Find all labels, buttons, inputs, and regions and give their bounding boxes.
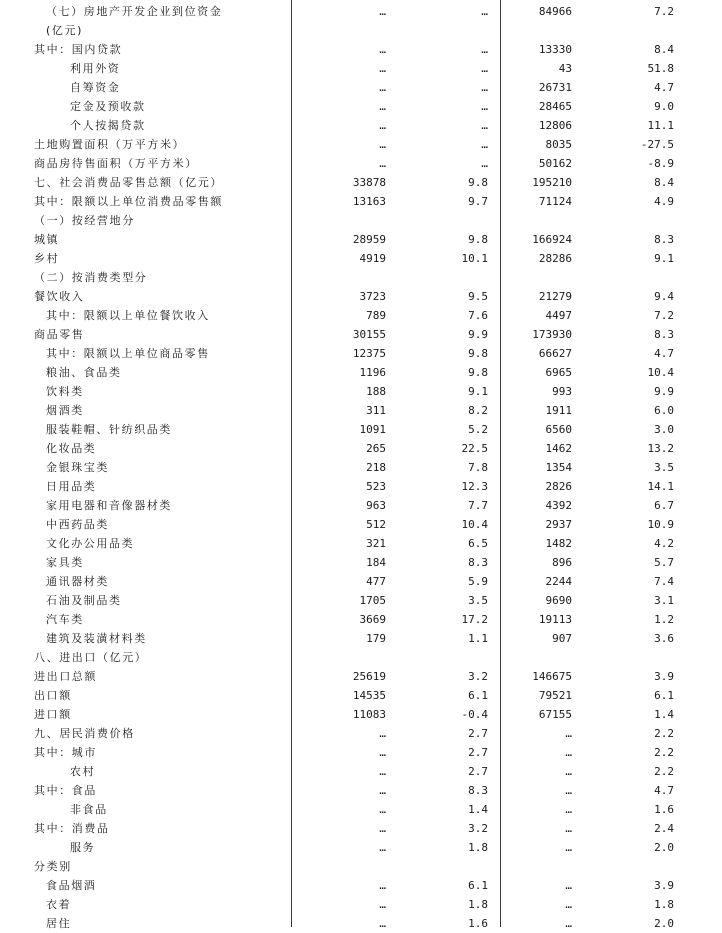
cell-c4: 7.2	[654, 5, 674, 18]
cell-c3: 13330	[538, 43, 572, 56]
row-label: （一）按经营地分	[34, 214, 135, 227]
table-row	[0, 2, 722, 21]
cell-c4: -27.5	[640, 138, 674, 151]
cell-c2: -0.4	[461, 708, 488, 721]
cell-c3: 1482	[545, 537, 572, 550]
table-row	[0, 439, 722, 458]
cell-c4: 4.7	[654, 784, 674, 797]
cell-c4: 3.6	[654, 632, 674, 645]
cell-c4: 1.4	[654, 708, 674, 721]
row-label: 乡村	[34, 252, 60, 265]
cell-c4: 2.2	[654, 746, 674, 759]
row-label: 汽车类	[46, 613, 84, 626]
cell-c2: 5.9	[468, 575, 488, 588]
cell-c4: 14.1	[647, 480, 674, 493]
cell-c2: …	[481, 119, 488, 132]
row-label: 城镇	[34, 233, 60, 246]
cell-c4: 10.4	[647, 366, 674, 379]
cell-c1: …	[379, 746, 386, 759]
cell-c2: …	[481, 62, 488, 75]
row-label: 服务	[70, 841, 96, 854]
cell-c2: 2.7	[468, 727, 488, 740]
table-row	[0, 211, 722, 230]
row-label: 中西药品类	[46, 518, 109, 531]
cell-c4: 4.2	[654, 537, 674, 550]
cell-c1: 218	[366, 461, 386, 474]
cell-c4: 3.1	[654, 594, 674, 607]
table-row	[0, 496, 722, 515]
cell-c3: 195210	[532, 176, 572, 189]
row-label: 金银珠宝类	[46, 461, 109, 474]
row-label: 进出口总额	[34, 670, 97, 683]
cell-c1: 321	[366, 537, 386, 550]
row-label: 餐饮收入	[34, 290, 85, 303]
cell-c2: 2.7	[468, 765, 488, 778]
cell-c3: 896	[552, 556, 572, 569]
cell-c3: 28465	[538, 100, 572, 113]
row-label: 其中：食品	[34, 784, 97, 797]
cell-c2: 6.1	[468, 879, 488, 892]
row-label: 烟酒类	[46, 404, 84, 417]
table-row	[0, 21, 722, 40]
cell-c4: 6.1	[654, 689, 674, 702]
cell-c3: 993	[552, 385, 572, 398]
cell-c2: 6.5	[468, 537, 488, 550]
cell-c2: 8.3	[468, 556, 488, 569]
cell-c1: 789	[366, 309, 386, 322]
row-label: 土地购置面积（万平方米）	[34, 138, 186, 151]
row-label: 化妆品类	[46, 442, 97, 455]
cell-c4: 8.3	[654, 328, 674, 341]
table-row	[0, 857, 722, 876]
cell-c2: 1.8	[468, 898, 488, 911]
table-row	[0, 838, 722, 857]
cell-c3: 166924	[532, 233, 572, 246]
cell-c2: 7.8	[468, 461, 488, 474]
cell-c2: …	[481, 138, 488, 151]
table-row	[0, 667, 722, 686]
cell-c3: …	[565, 879, 572, 892]
cell-c2: 3.2	[468, 670, 488, 683]
cell-c3: 8035	[545, 138, 572, 151]
cell-c4: 2.0	[654, 917, 674, 930]
cell-c2: 8.2	[468, 404, 488, 417]
cell-c2: …	[481, 81, 488, 94]
table-row	[0, 116, 722, 135]
row-label: 食品烟酒	[46, 879, 97, 892]
cell-c1: 179	[366, 632, 386, 645]
cell-c1: 28959	[352, 233, 386, 246]
cell-c2: 2.7	[468, 746, 488, 759]
row-label: 日用品类	[46, 480, 97, 493]
row-label: 其中：限额以上单位商品零售	[46, 347, 210, 360]
row-label: 饮料类	[46, 385, 84, 398]
table-row	[0, 135, 722, 154]
cell-c2: 9.1	[468, 385, 488, 398]
row-label: （七）房地产开发企业到位资金	[46, 5, 223, 18]
cell-c2: 10.1	[461, 252, 488, 265]
cell-c4: 2.0	[654, 841, 674, 854]
cell-c1: 13163	[352, 195, 386, 208]
cell-c1: 512	[366, 518, 386, 531]
cell-c1: 311	[366, 404, 386, 417]
table-row	[0, 724, 722, 743]
cell-c3: 50162	[538, 157, 572, 170]
cell-c2: 8.3	[468, 784, 488, 797]
cell-c4: 13.2	[647, 442, 674, 455]
cell-c3: 12806	[538, 119, 572, 132]
cell-c4: 9.9	[654, 385, 674, 398]
table-row	[0, 800, 722, 819]
row-label: 石油及制品类	[46, 594, 122, 607]
table-row	[0, 477, 722, 496]
table-row	[0, 173, 722, 192]
cell-c1: 1705	[359, 594, 386, 607]
cell-c2: 10.4	[461, 518, 488, 531]
cell-c2: 9.5	[468, 290, 488, 303]
cell-c3: 4392	[545, 499, 572, 512]
row-label: 其中：消费品	[34, 822, 110, 835]
cell-c1: 33878	[352, 176, 386, 189]
cell-c4: 4.7	[654, 81, 674, 94]
cell-c4: 10.9	[647, 518, 674, 531]
cell-c4: 5.7	[654, 556, 674, 569]
row-label: 九、居民消费价格	[34, 727, 135, 740]
table-row	[0, 876, 722, 895]
cell-c4: 1.2	[654, 613, 674, 626]
table-row	[0, 895, 722, 914]
cell-c1: 3669	[359, 613, 386, 626]
row-label: 进口额	[34, 708, 72, 721]
table-row	[0, 325, 722, 344]
table-row	[0, 686, 722, 705]
cell-c1: 523	[366, 480, 386, 493]
cell-c4: 51.8	[647, 62, 674, 75]
table-row	[0, 363, 722, 382]
table-row	[0, 97, 722, 116]
cell-c4: 9.4	[654, 290, 674, 303]
cell-c1: 1091	[359, 423, 386, 436]
row-label: 农村	[70, 765, 96, 778]
cell-c1: …	[379, 917, 386, 930]
cell-c4: 7.2	[654, 309, 674, 322]
cell-c2: 17.2	[461, 613, 488, 626]
cell-c1: …	[379, 765, 386, 778]
cell-c1: 11083	[352, 708, 386, 721]
row-label: 利用外资	[70, 62, 121, 75]
cell-c3: 1462	[545, 442, 572, 455]
cell-c3: 71124	[538, 195, 572, 208]
cell-c3: …	[565, 784, 572, 797]
cell-c4: 1.8	[654, 898, 674, 911]
table-row	[0, 154, 722, 173]
cell-c1: …	[379, 879, 386, 892]
row-label: 个人按揭贷款	[70, 119, 146, 132]
table-row	[0, 610, 722, 629]
cell-c1: …	[379, 43, 386, 56]
cell-c1: …	[379, 898, 386, 911]
cell-c1: 184	[366, 556, 386, 569]
row-label: 分类别	[34, 860, 72, 873]
table-row	[0, 344, 722, 363]
cell-c1: 477	[366, 575, 386, 588]
cell-c2: 3.5	[468, 594, 488, 607]
table-row	[0, 59, 722, 78]
row-label: 七、社会消费品零售总额（亿元）	[34, 176, 223, 189]
table-row	[0, 553, 722, 572]
row-label: 家用电器和音像器材类	[46, 499, 172, 512]
row-label: 其中：限额以上单位消费品零售额	[34, 195, 223, 208]
table-row	[0, 458, 722, 477]
table-row	[0, 762, 722, 781]
row-label: 通讯器材类	[46, 575, 109, 588]
cell-c2: 9.8	[468, 366, 488, 379]
cell-c2: 9.8	[468, 233, 488, 246]
table-row	[0, 249, 722, 268]
cell-c3: 21279	[538, 290, 572, 303]
row-label: 其中：城市	[34, 746, 97, 759]
cell-c4: 6.0	[654, 404, 674, 417]
table-row	[0, 629, 722, 648]
cell-c4: -8.9	[647, 157, 674, 170]
cell-c3: 2937	[545, 518, 572, 531]
cell-c1: …	[379, 784, 386, 797]
cell-c1: …	[379, 81, 386, 94]
cell-c3: 66627	[538, 347, 572, 360]
cell-c1: 30155	[352, 328, 386, 341]
cell-c4: 7.4	[654, 575, 674, 588]
row-label: 居住	[46, 917, 72, 930]
cell-c4: 3.0	[654, 423, 674, 436]
cell-c2: …	[481, 43, 488, 56]
row-label: 衣着	[46, 898, 72, 911]
cell-c3: 28286	[538, 252, 572, 265]
cell-c1: …	[379, 138, 386, 151]
cell-c2: 5.2	[468, 423, 488, 436]
cell-c1: 14535	[352, 689, 386, 702]
cell-c3: …	[565, 841, 572, 854]
cell-c1: 188	[366, 385, 386, 398]
cell-c4: 2.2	[654, 727, 674, 740]
table-row	[0, 572, 722, 591]
cell-c1: 1196	[359, 366, 386, 379]
cell-c2: 7.6	[468, 309, 488, 322]
table-row	[0, 306, 722, 325]
cell-c2: 9.7	[468, 195, 488, 208]
cell-c4: 9.0	[654, 100, 674, 113]
table-row	[0, 78, 722, 97]
table-row	[0, 914, 722, 933]
cell-c1: …	[379, 841, 386, 854]
cell-c3: 84966	[538, 5, 572, 18]
cell-c1: 25619	[352, 670, 386, 683]
cell-c4: 4.7	[654, 347, 674, 360]
cell-c3: 43	[558, 62, 572, 75]
table-row	[0, 287, 722, 306]
cell-c4: 3.5	[654, 461, 674, 474]
cell-c3: 1911	[545, 404, 572, 417]
cell-c4: 9.1	[654, 252, 674, 265]
table-row	[0, 192, 722, 211]
cell-c2: 1.8	[468, 841, 488, 854]
cell-c1: …	[379, 5, 386, 18]
cell-c3: 2244	[545, 575, 572, 588]
row-label: 建筑及装潢材料类	[46, 632, 147, 645]
table-row	[0, 705, 722, 724]
row-label: 服装鞋帽、针纺织品类	[46, 423, 172, 436]
cell-c2: 22.5	[461, 442, 488, 455]
table-row	[0, 230, 722, 249]
cell-c2: …	[481, 157, 488, 170]
cell-c4: 11.1	[647, 119, 674, 132]
cell-c4: 1.6	[654, 803, 674, 816]
row-label: 非食品	[70, 803, 108, 816]
cell-c2: 6.1	[468, 689, 488, 702]
cell-c4: 8.4	[654, 176, 674, 189]
cell-c1: …	[379, 62, 386, 75]
cell-c4: 2.4	[654, 822, 674, 835]
table-row	[0, 40, 722, 59]
cell-c1: …	[379, 822, 386, 835]
cell-c3: 67155	[538, 708, 572, 721]
table-row	[0, 420, 722, 439]
cell-c2: 1.1	[468, 632, 488, 645]
cell-c1: 12375	[352, 347, 386, 360]
cell-c3: 907	[552, 632, 572, 645]
cell-c4: 6.7	[654, 499, 674, 512]
cell-c4: 3.9	[654, 879, 674, 892]
row-label: (亿元)	[46, 24, 83, 37]
cell-c1: …	[379, 803, 386, 816]
row-label: 出口额	[34, 689, 72, 702]
cell-c3: …	[565, 803, 572, 816]
cell-c3: 6560	[545, 423, 572, 436]
cell-c2: 3.2	[468, 822, 488, 835]
row-label: 家具类	[46, 556, 84, 569]
row-label: 其中：限额以上单位餐饮收入	[46, 309, 210, 322]
row-label: 定金及预收款	[70, 100, 146, 113]
cell-c3: …	[565, 822, 572, 835]
cell-c1: 265	[366, 442, 386, 455]
table-row	[0, 515, 722, 534]
cell-c4: 8.3	[654, 233, 674, 246]
row-label: 粮油、食品类	[46, 366, 122, 379]
cell-c3: 4497	[545, 309, 572, 322]
table-row	[0, 781, 722, 800]
cell-c2: 7.7	[468, 499, 488, 512]
cell-c3: …	[565, 898, 572, 911]
row-label: 商品零售	[34, 328, 85, 341]
row-label: 八、进出口（亿元）	[34, 651, 148, 664]
row-label: （二）按消费类型分	[34, 271, 148, 284]
cell-c1: 963	[366, 499, 386, 512]
cell-c2: 12.3	[461, 480, 488, 493]
cell-c3: …	[565, 917, 572, 930]
cell-c3: 26731	[538, 81, 572, 94]
table-row	[0, 401, 722, 420]
cell-c1: …	[379, 119, 386, 132]
table-row	[0, 534, 722, 553]
table-row	[0, 743, 722, 762]
cell-c1: …	[379, 727, 386, 740]
cell-c2: 9.9	[468, 328, 488, 341]
row-label: 自筹资金	[70, 81, 121, 94]
cell-c3: 6965	[545, 366, 572, 379]
cell-c4: 8.4	[654, 43, 674, 56]
cell-c3: 19113	[538, 613, 572, 626]
table-row	[0, 591, 722, 610]
table-row	[0, 382, 722, 401]
cell-c2: 1.4	[468, 803, 488, 816]
cell-c3: 79521	[538, 689, 572, 702]
cell-c1: …	[379, 100, 386, 113]
cell-c3: 1354	[545, 461, 572, 474]
cell-c2: 1.6	[468, 917, 488, 930]
cell-c3: …	[565, 746, 572, 759]
cell-c3: 146675	[532, 670, 572, 683]
cell-c3: 9690	[545, 594, 572, 607]
cell-c4: 3.9	[654, 670, 674, 683]
cell-c3: …	[565, 727, 572, 740]
cell-c1: 3723	[359, 290, 386, 303]
row-label: 文化办公用品类	[46, 537, 135, 550]
cell-c3: 2826	[545, 480, 572, 493]
row-label: 其中：国内贷款	[34, 43, 123, 56]
cell-c1: …	[379, 157, 386, 170]
table-row	[0, 819, 722, 838]
cell-c2: …	[481, 5, 488, 18]
cell-c4: 2.2	[654, 765, 674, 778]
cell-c3: …	[565, 765, 572, 778]
cell-c3: 173930	[532, 328, 572, 341]
table-row	[0, 648, 722, 667]
row-label: 商品房待售面积（万平方米）	[34, 157, 198, 170]
cell-c4: 4.9	[654, 195, 674, 208]
cell-c2: …	[481, 100, 488, 113]
cell-c1: 4919	[359, 252, 386, 265]
cell-c2: 9.8	[468, 347, 488, 360]
table-row	[0, 268, 722, 287]
cell-c2: 9.8	[468, 176, 488, 189]
